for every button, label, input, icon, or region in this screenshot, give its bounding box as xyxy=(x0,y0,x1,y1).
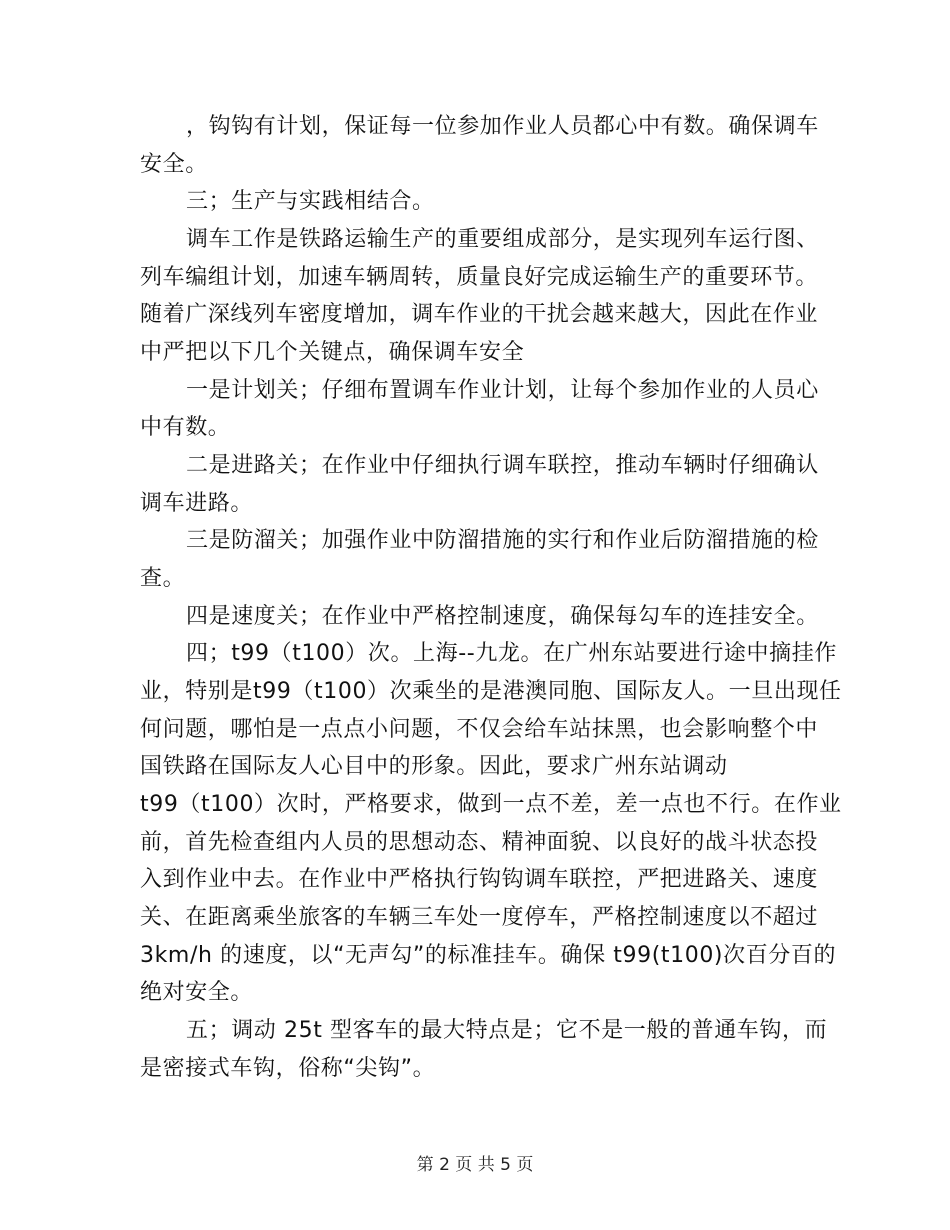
text-line: 业，特别是t99（t100）次乘坐的是港澳同胞、国际友人。一旦出现任 xyxy=(140,679,842,704)
text-line: 一是计划关；仔细布置调车作业计划，让每个参加作业的人员心 xyxy=(186,378,819,403)
text-line: 绝对安全。 xyxy=(140,980,254,1005)
section-heading: 五；调动 25t 型客车的最大特点是；它不是一般的普通车钩，而 xyxy=(186,1018,828,1043)
text-line: 3km/h 的速度，以“无声勾”的标准挂车。确保 t99(t100)次百分百的 xyxy=(140,943,837,968)
text-line: 调车工作是铁路运输生产的重要组成部分，是实现列车运行图、 xyxy=(186,227,819,252)
text-line: 国铁路在国际友人心目中的形象。因此，要求广州东站调动 xyxy=(140,754,728,779)
text-line: 列车编组计划，加速车辆周转，质量良好完成运输生产的重要环节。 xyxy=(140,265,819,290)
text-line: 关、在距离乘坐旅客的车辆三车处一度停车，严格控制速度以不超过 xyxy=(140,905,819,930)
page-number-footer: 第 2 页 共 5 页 xyxy=(416,1155,534,1175)
text-line: ，钩钩有计划，保证每一位参加作业人员都心中有数。确保调车 xyxy=(186,114,819,139)
text-line: 何问题，哪怕是一点点小问题，不仅会给车站抹黑，也会影响整个中 xyxy=(140,717,819,742)
section-heading: 四；t99（t100）次。上海--九龙。在广州东站要进行途中摘挂作 xyxy=(186,641,837,666)
section-heading: 三；生产与实践相结合。 xyxy=(186,189,435,214)
text-line: 中严把以下几个关键点，确保调车安全 xyxy=(140,340,525,365)
text-line: 安全。 xyxy=(140,152,208,177)
text-line: 是密接式车钩，俗称“尖钩”。 xyxy=(140,1056,436,1081)
text-line: 查。 xyxy=(140,566,186,591)
text-line: t99（t100）次时，严格要求，做到一点不差，差一点也不行。在作业 xyxy=(140,792,842,817)
text-line: 二是进路关；在作业中仔细执行调车联控，推动车辆时仔细确认 xyxy=(186,453,819,478)
text-line: 三是防溜关；加强作业中防溜措施的实行和作业后防溜措施的检 xyxy=(186,528,819,553)
text-line: 调车进路。 xyxy=(140,491,254,516)
text-line: 中有数。 xyxy=(140,415,231,440)
text-line: 四是速度关；在作业中严格控制速度，确保每勾车的连挂安全。 xyxy=(186,604,819,629)
text-line: 入到作业中去。在作业中严格执行钩钩调车联控，严把进路关、速度 xyxy=(140,867,819,892)
text-line: 前，首先检查组内人员的思想动态、精神面貌、以良好的战斗状态投 xyxy=(140,830,819,855)
text-line: 随着广深线列车密度增加，调车作业的干扰会越来越大，因此在作业 xyxy=(140,302,819,327)
